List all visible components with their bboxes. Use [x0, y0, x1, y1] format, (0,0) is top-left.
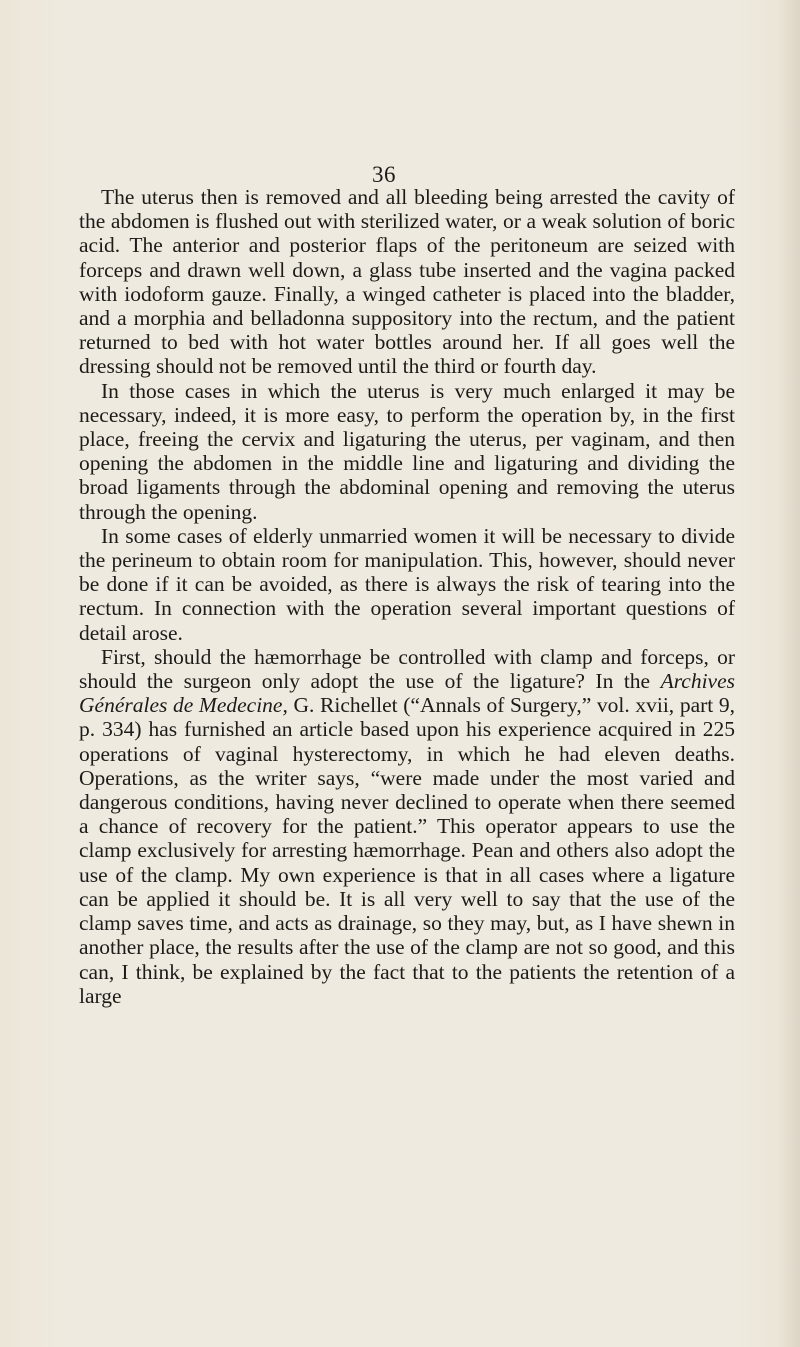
page-edge-shadow: [778, 0, 800, 1347]
body-text: [79, 185, 735, 1008]
journal-title: Archives Générales de Medecine,: [79, 669, 735, 718]
paragraph-uterus-removal: The uterus then is removed and all bleeding being arrested the cavity of the abdomen is flushed out with sterilized water, or a weak solution of boric acid. The anterior and posterior flaps of the peritoneum are seized with forceps and drawn well down, a glass tube inserted and the vagina packed with iodoform gauze. Finally, a winged catheter is placed into the bladder, and a morphia and belladonna suppository into the rectum, and the patient returned to bed with hot water bottles around her. If all goes well the dressing should not be removed until the third or fourth day.: [79, 185, 735, 379]
paragraph-haemorrhage-intro: First, should the hæmorrhage be controlled with clamp and forceps, or should the surgeon only adopt the use of the ligature? In the: [79, 644, 735, 694]
paragraph-perineum: In some cases of elderly unmarried women it will be necessary to divide the perineum to obtain room for manipulation. This, however, should never be done if it can be avoided, as there is always the risk of tearing into the rectum. In connection with the operation several important questions of detail arose.: [79, 523, 735, 645]
page-number: 36: [372, 162, 396, 187]
paragraph-haemorrhage: [79, 645, 735, 1008]
paragraph-enlarged-uterus: In those cases in which the uterus is very much enlarged it may be necessary, indeed, it is more easy, to perform the operation by, in the first place, freeing the cervix and ligaturing the uterus, per vaginam, and then opening the abdomen in the middle line and ligaturing and dividing the broad ligaments through the abdominal opening and removing the uterus through the opening.: [79, 378, 735, 524]
paragraph-haemorrhage-body: G. Richellet (“Annals of Surgery,” vol. xvii, part 9, p. 334) has furnished an article based upon his experience acquired in 225 operations of vaginal hysterectomy, in which he had eleven deaths. Operations, as the writer says, “were made under the most varied and dangerous conditions, having never declined to operate when there seemed a chance of recovery for the patient.” This operator appears to use the clamp exclusively for arresting hæmorrhage. Pean and others also adopt the use of the clamp. My own experience is that in all cases where a ligature can be applied it should be. It is all very well to say that the use of the clamp saves time, and acts as drainage, so they may, but, as I have shewn in another place, the results after the use of the clamp are not so good, and this can, I think, be explained by the fact that to the patients the retention of a large: [79, 693, 735, 1008]
